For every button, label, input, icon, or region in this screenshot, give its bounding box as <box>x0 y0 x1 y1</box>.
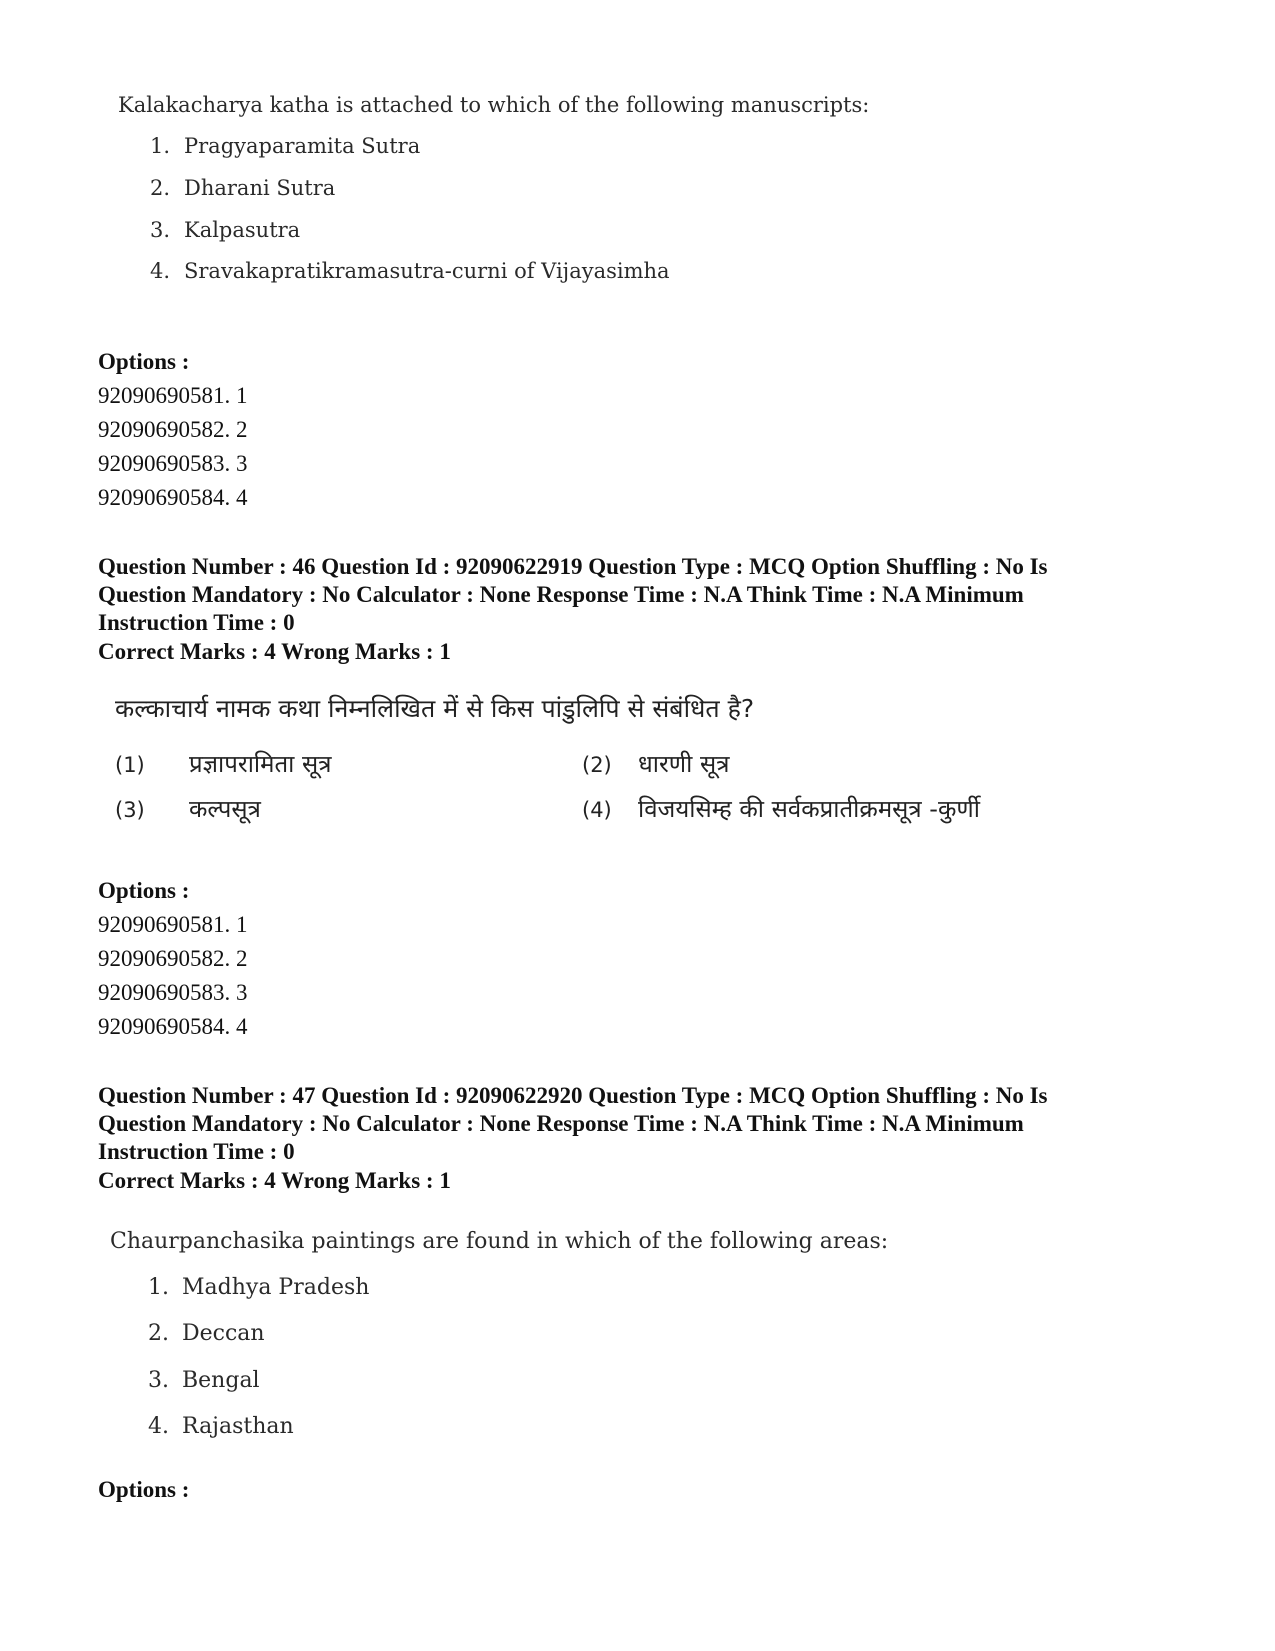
option-text: Kalpasutra <box>184 218 301 242</box>
q45-options-list <box>98 345 248 515</box>
q47-stem: Chaurpanchasika paintings are found in which of the following areas: <box>110 1229 889 1254</box>
option-number: 3. <box>148 1368 169 1393</box>
q47-metadata <box>98 1082 1178 1166</box>
options-label: Options : <box>98 349 190 374</box>
option-text: Deccan <box>182 1321 265 1346</box>
meta-line: Question Number : 46 Question Id : 92090622919 Question Type : MCQ Option Shuffling : No Is <box>98 554 1048 579</box>
q47-option-3 <box>148 1368 260 1393</box>
option-text: Dharani Sutra <box>184 176 336 200</box>
option-text: Rajasthan <box>182 1414 294 1439</box>
q45-stem: Kalakacharya katha is attached to which of the following manuscripts: <box>118 93 870 117</box>
q46-hindi-option-3 <box>115 792 261 825</box>
q46-options-list <box>98 874 248 1044</box>
option-number: 2. <box>148 1321 169 1346</box>
option-text: Madhya Pradesh <box>182 1275 370 1300</box>
q46-marks: Correct Marks : 4 Wrong Marks : 1 <box>98 639 451 664</box>
option-id: 92090690581. 1 <box>98 912 248 937</box>
q47-options-list <box>98 1473 189 1507</box>
option-number: (1) <box>115 753 145 777</box>
options-label: Options : <box>98 878 190 903</box>
q45-option-3 <box>150 218 300 242</box>
q46-hindi-option-1 <box>115 747 332 780</box>
option-id: 92090690583. 3 <box>98 980 248 1005</box>
q47-option-4 <box>148 1414 294 1439</box>
option-text: कल्पसूत्र <box>189 795 261 823</box>
meta-line: Instruction Time : 0 <box>98 1139 295 1164</box>
option-id: 92090690583. 3 <box>98 451 248 476</box>
option-id: 92090690582. 2 <box>98 417 248 442</box>
meta-line: Question Mandatory : No Calculator : None Response Time : N.A Think Time : N.A Minimum <box>98 1111 1024 1136</box>
q45-option-1 <box>150 134 420 158</box>
option-id: 92090690584. 4 <box>98 1014 248 1039</box>
meta-line: Instruction Time : 0 <box>98 610 295 635</box>
q46-hindi-option-4 <box>582 792 980 825</box>
option-id: 92090690581. 1 <box>98 383 248 408</box>
q46-hindi-option-2 <box>582 747 729 780</box>
q47-marks: Correct Marks : 4 Wrong Marks : 1 <box>98 1168 451 1193</box>
options-label: Options : <box>98 1477 190 1502</box>
option-number: 1. <box>150 134 171 158</box>
q45-option-2 <box>150 176 335 200</box>
q46-metadata <box>98 553 1178 637</box>
option-text: Sravakapratikramasutra-curni of Vijayasimha <box>184 259 670 283</box>
option-number: (4) <box>582 798 612 822</box>
option-id: 92090690582. 2 <box>98 946 248 971</box>
option-number: 4. <box>150 259 171 283</box>
option-number: 4. <box>148 1414 169 1439</box>
option-text: Pragyaparamita Sutra <box>184 134 421 158</box>
meta-line: Question Number : 47 Question Id : 92090622920 Question Type : MCQ Option Shuffling : No Is <box>98 1083 1048 1108</box>
option-number: 1. <box>148 1275 169 1300</box>
option-text: विजयसिम्ह की सर्वकप्रातीक्रमसूत्र -कुर्णी <box>638 795 980 823</box>
option-number: (2) <box>582 753 612 777</box>
option-id: 92090690584. 4 <box>98 485 248 510</box>
q45-option-4 <box>150 259 670 283</box>
option-number: (3) <box>115 798 145 822</box>
option-number: 3. <box>150 218 171 242</box>
q47-option-1 <box>148 1275 369 1300</box>
option-number: 2. <box>150 176 171 200</box>
meta-line: Question Mandatory : No Calculator : None Response Time : N.A Think Time : N.A Minimum <box>98 582 1024 607</box>
option-text: धारणी सूत्र <box>638 750 730 778</box>
option-text: प्रज्ञापरामिता सूत्र <box>189 750 332 778</box>
q46-hindi-stem: कल्काचार्य नामक कथा निम्नलिखित में से किस पांडुलिपि से संबंधित है? <box>115 694 755 723</box>
option-text: Bengal <box>182 1368 260 1393</box>
q47-option-2 <box>148 1321 265 1346</box>
